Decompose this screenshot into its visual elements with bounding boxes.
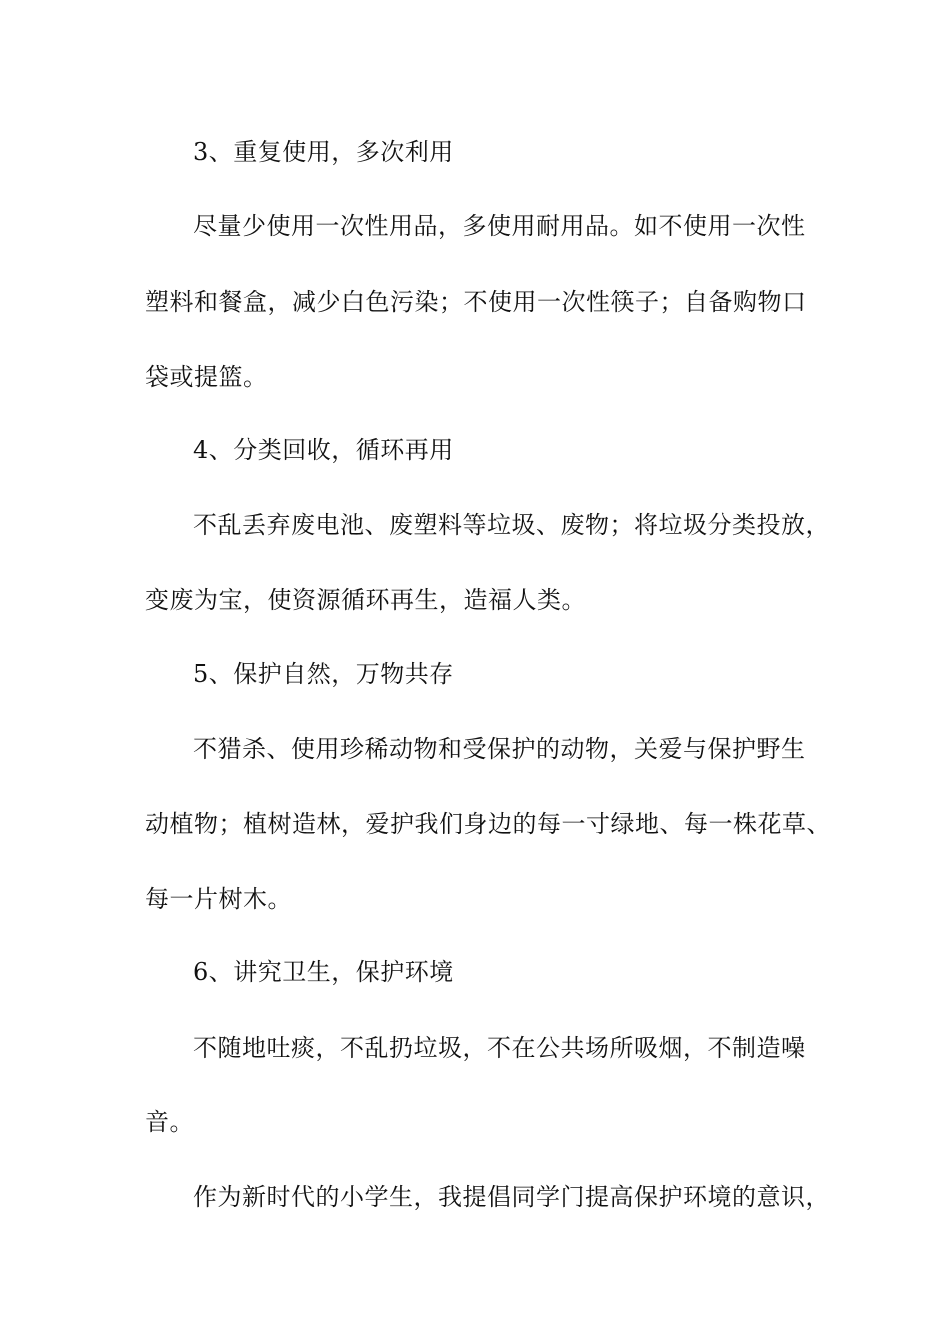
paragraph-line: 塑料和餐盒，减少白色污染；不使用一次性筷子；自备购物口	[145, 288, 807, 316]
paragraph-line: 作为新时代的小学生，我提倡同学门提高保护环境的意识，	[193, 1183, 830, 1211]
paragraph-line: 变废为宝，使资源循环再生，造福人类。	[145, 586, 586, 614]
paragraph-line: 尽量少使用一次性用品，多使用耐用品。如不使用一次性	[193, 212, 806, 240]
paragraph-line: 袋或提篮。	[145, 363, 268, 391]
paragraph-line: 不随地吐痰，不乱扔垃圾，不在公共场所吸烟，不制造噪	[193, 1034, 806, 1062]
paragraph-line: 不猎杀、使用珍稀动物和受保护的动物，关爱与保护野生	[193, 735, 806, 763]
section-heading-3: 3、重复使用，多次利用	[193, 138, 454, 166]
section-heading-4: 4、分类回收，循环再用	[193, 436, 454, 464]
section-heading-5: 5、保护自然，万物共存	[193, 660, 454, 688]
paragraph-line: 每一片树木。	[145, 885, 292, 913]
section-heading-6: 6、讲究卫生，保护环境	[193, 958, 454, 986]
paragraph-line: 动植物；植树造林，爱护我们身边的每一寸绿地、每一株花草、	[145, 810, 831, 838]
paragraph-line: 音。	[145, 1108, 194, 1136]
paragraph-line: 不乱丢弃废电池、废塑料等垃圾、废物；将垃圾分类投放，	[193, 511, 830, 539]
